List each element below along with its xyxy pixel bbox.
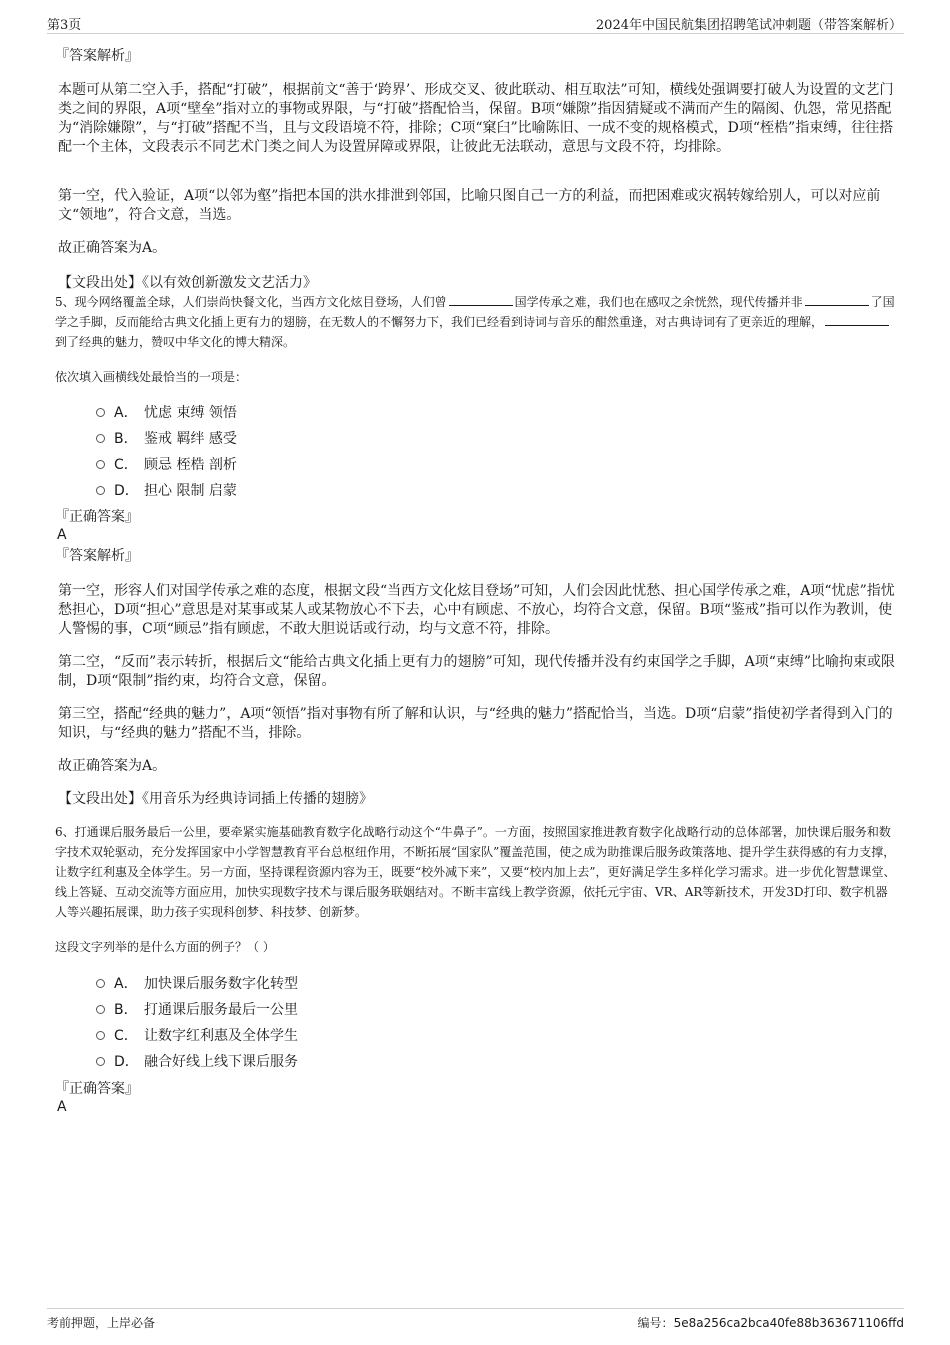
source-citation: 【文段出处】《以有效创新激发文艺活力》 <box>58 275 317 291</box>
page-number: 第3页 <box>47 18 82 33</box>
document-title: 2024年中国民航集团招聘笔试冲刺题（带答案解析） <box>595 18 902 33</box>
correct-answer-heading: 『正确答案』 <box>55 509 139 525</box>
footer-slogan: 考前押题，上岸必备 <box>47 1316 156 1330</box>
question-prompt: 依次填入画横线处最恰当的一项是： <box>55 370 248 384</box>
question-stem: 6、打通课后服务最后一公里，要牵紧实施基础教育数字化战略行动这个“牛鼻子”。一方面，按照国家推进教育数字化战略行动的总体部署，加快课后服务和数字技术双轮驱动，充分发挥国家中小学智慧教育平台总枢纽作用，不断拓展“国家队”覆盖范围，使之成为助推课后服务政策落地、提升学生获得感的有力支撑，让数字红利惠及全体学生。另一方面，坚持课程资源内容为王，既要“校外减下来”，又要“校内加上去”，更好满足学生多样化学习需求。进一步优化智慧课堂、线上答疑、互动交流等方面应用，加快实现数字技术与课后服务联姻结对。不断丰富线上教学资源，依托元宇宙、VR、AR等新技术，开发3D打印、数字机器人等兴趣拓展课，助力孩子实现科创梦、科技梦、创新梦。 <box>55 825 896 919</box>
radio-icon[interactable] <box>96 460 105 469</box>
document-code: 编号：5e8a256ca2bca40fe88b363671106ffd <box>637 1316 904 1330</box>
analysis-heading: 『答案解析』 <box>55 48 139 64</box>
analysis-paragraph: 第二空，“反而”表示转折，根据后文“能给古典文化插上更有力的翅膀”可知，现代传播并没有约束国学之手脚，A项“束缚”比喻拘束或限制，D项“限制”指约束，均符合文意，保留。 <box>58 654 896 689</box>
header-divider <box>47 33 904 34</box>
radio-icon[interactable] <box>96 434 105 443</box>
footer-divider <box>47 1308 904 1309</box>
radio-icon[interactable] <box>96 979 105 988</box>
fill-blank <box>449 293 513 306</box>
option-c[interactable]: C． 顾忌 桎梏 剖析 <box>96 454 237 474</box>
answer-conclusion: 故正确答案为A。 <box>58 240 167 256</box>
analysis-heading: 『答案解析』 <box>55 548 139 564</box>
analysis-paragraph: 第三空，搭配“经典的魅力”，A项“领悟”指对事物有所了解和认识，与“经典的魅力”搭配恰当，当选。D项“启蒙”指使初学者得到入门的知识，与“经典的魅力”搭配不当，排除。 <box>58 706 893 741</box>
analysis-paragraph: 第一空，形容人们对国学传承之难的态度，根据文段“当西方文化炫目登场”可知，人们会因此忧愁、担心国学传承之难，A项“忧虑”指忧愁担心，D项“担心”意思是对某事或某人或某物放心不下去，心中有顾虑、不放心，均符合文意，保留。B项“鉴戒”指可以作为教训，使人警惕的事，C项“顾忌”指有顾虑，不敢大胆说话或行动，均与文意不符，排除。 <box>58 583 895 637</box>
option-d[interactable]: D． 融合好线上线下课后服务 <box>96 1051 298 1071</box>
fill-blank <box>805 293 869 306</box>
radio-icon[interactable] <box>96 1031 105 1040</box>
option-b[interactable]: B． 鉴戒 羁绊 感受 <box>96 428 237 448</box>
answer-conclusion: 故正确答案为A。 <box>58 758 167 774</box>
correct-answer: A <box>57 527 67 543</box>
radio-icon[interactable] <box>96 1057 105 1066</box>
option-c[interactable]: C． 让数字红利惠及全体学生 <box>96 1025 298 1045</box>
correct-answer-heading: 『正确答案』 <box>55 1081 139 1097</box>
radio-icon[interactable] <box>96 408 105 417</box>
analysis-paragraph: 本题可从第二空入手，搭配“打破”，根据前文“善于‘跨界’、形成交叉、彼此联动、相互取法”可知，横线处强调要打破人为设置的文艺门类之间的界限，A项“壁垒”指对立的事物或界限，与“打破”搭配恰当，保留。B项“嫌隙”指因猜疑或不满而产生的隔阂、仇怨，常见搭配为“消除嫌隙”，与“打破”搭配不当，且与文段语境不符，排除；C项“窠臼”比喻陈旧、一成不变的规格模式，D项“桎梏”指束缚，往往搭配一个主体，文段表示不同艺术门类之间人为设置屏障或界限，让彼此无法联动，意思与文段不符，均排除。 <box>58 82 894 155</box>
option-a[interactable]: A． 加快课后服务数字化转型 <box>96 973 298 993</box>
radio-icon[interactable] <box>96 486 105 495</box>
question-prompt: 这段文字列举的是什么方面的例子？（ ） <box>55 940 275 954</box>
fill-blank <box>825 313 889 326</box>
source-citation: 【文段出处】《用音乐为经典诗词插上传播的翅膀》 <box>58 791 373 807</box>
radio-icon[interactable] <box>96 1005 105 1014</box>
option-a[interactable]: A． 忧虑 束缚 领悟 <box>96 402 237 422</box>
option-d[interactable]: D． 担心 限制 启蒙 <box>96 480 237 500</box>
analysis-paragraph: 第一空，代入验证，A项“以邻为壑”指把本国的洪水排泄到邻国，比喻只图自己一方的利益，而把困难或灾祸转嫁给别人，可以对应前文“领地”，符合文意，当选。 <box>58 188 881 223</box>
option-b[interactable]: B． 打通课后服务最后一公里 <box>96 999 298 1019</box>
question-stem: 5、现今网络覆盖全球，人们崇尚快餐文化，当西方文化炫目登场，人们曾 国学传承之难，我们也在感叹之余恍然，现代传播并非 了国学之手脚，反而能给古典文化插上更有力的翅膀，在无数人的不懈努力下，我们已经看到诗词与音乐的酣然重逢，对古典诗词有了更亲近的理解，到了经典的魅力，赞叹中华文化的博大精深。 <box>55 295 895 349</box>
correct-answer: A <box>57 1099 67 1115</box>
